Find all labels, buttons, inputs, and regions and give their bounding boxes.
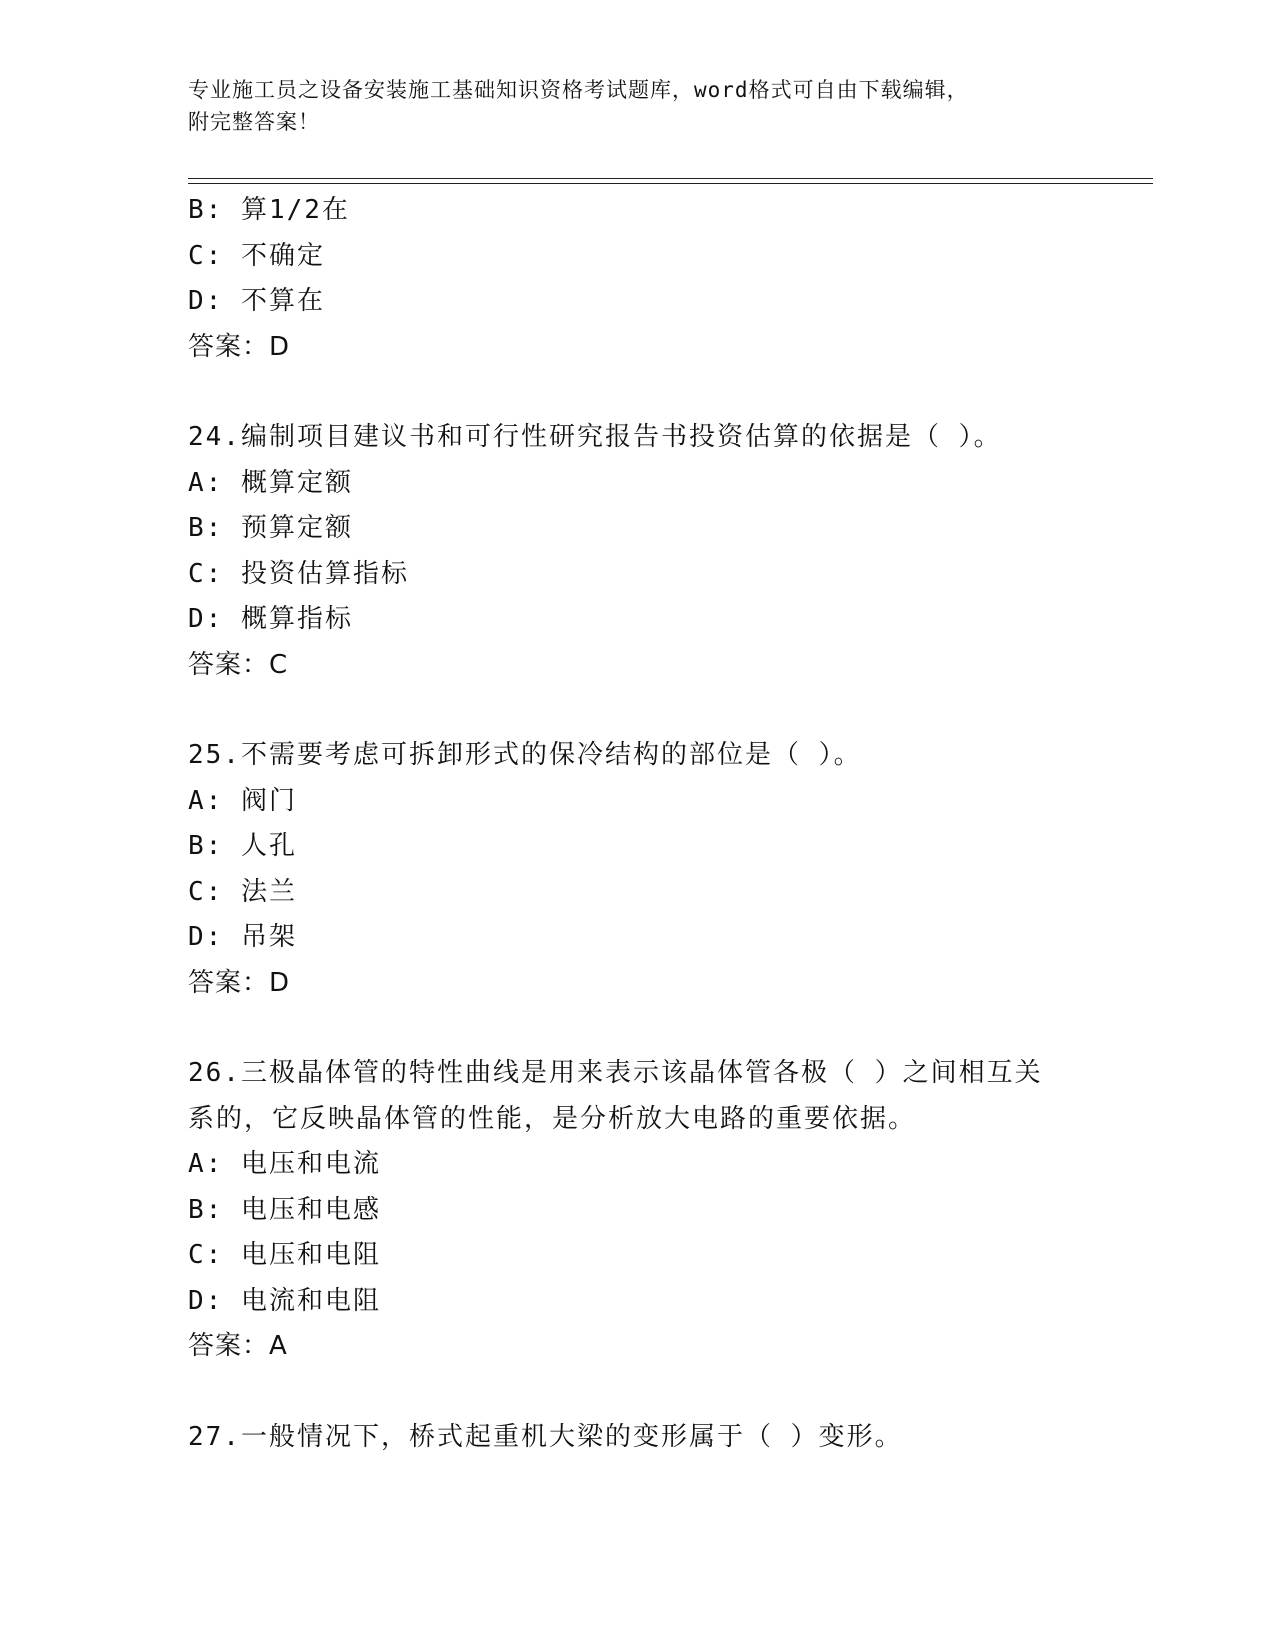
answer-line: 答案：C bbox=[188, 649, 289, 680]
option-c: C: 不确定 bbox=[188, 240, 325, 271]
option-b: B: 算1/2在 bbox=[188, 195, 350, 225]
question-stem: 24.编制项目建议书和可行性研究报告书投资估算的依据是（ ）。 bbox=[188, 422, 1002, 452]
question-stem: 27.一般情况下，桥式起重机大梁的变形属于（ ）变形。 bbox=[188, 1421, 903, 1452]
option-c: C: 法兰 bbox=[188, 876, 297, 907]
option-d: D: 电流和电阻 bbox=[188, 1285, 381, 1316]
header-line-2: 附完整答案！ bbox=[188, 110, 320, 134]
option-a: A: 电压和电流 bbox=[188, 1149, 381, 1179]
option-a: A: 阀门 bbox=[188, 785, 297, 816]
option-b: B: 人孔 bbox=[188, 831, 297, 861]
answer-line: 答案：D bbox=[188, 967, 291, 998]
question-stem: 25.不需要考虑可拆卸形式的保冷结构的部位是（ ）。 bbox=[188, 740, 862, 770]
answer-line: 答案：A bbox=[188, 1331, 288, 1361]
document-header bbox=[188, 74, 1088, 138]
option-b: B: 电压和电感 bbox=[188, 1194, 381, 1225]
option-d: D: 吊架 bbox=[188, 922, 297, 952]
question-block-27 bbox=[188, 1415, 1108, 1461]
option-a: A: 概算定额 bbox=[188, 467, 353, 498]
question-stem-line-2: 系的，它反映晶体管的性能，是分析放大电路的重要依据。 bbox=[188, 1103, 917, 1134]
question-block-25 bbox=[188, 733, 1108, 1006]
option-d: D: 概算指标 bbox=[188, 604, 353, 634]
spacer bbox=[188, 688, 1108, 733]
header-divider-top bbox=[188, 178, 1153, 179]
option-b: B: 预算定额 bbox=[188, 513, 353, 543]
spacer bbox=[188, 370, 1108, 415]
question-stem-line-1: 26.三极晶体管的特性曲线是用来表示该晶体管各极（ ）之间相互关 bbox=[188, 1058, 1043, 1088]
option-d: D: 不算在 bbox=[188, 286, 325, 316]
option-c: C: 投资估算指标 bbox=[188, 558, 409, 589]
question-block-26 bbox=[188, 1051, 1108, 1370]
header-line-1: 专业施工员之设备安装施工基础知识资格考试题库，word格式可自由下载编辑， bbox=[188, 78, 969, 102]
question-list bbox=[188, 188, 1108, 1460]
question-block-24 bbox=[188, 415, 1108, 688]
spacer bbox=[188, 1006, 1108, 1051]
option-c: C: 电压和电阻 bbox=[188, 1240, 381, 1270]
question-block-prev bbox=[188, 188, 1108, 370]
answer-line: 答案：D bbox=[188, 331, 291, 362]
header-divider-bottom bbox=[188, 183, 1153, 184]
spacer bbox=[188, 1370, 1108, 1415]
